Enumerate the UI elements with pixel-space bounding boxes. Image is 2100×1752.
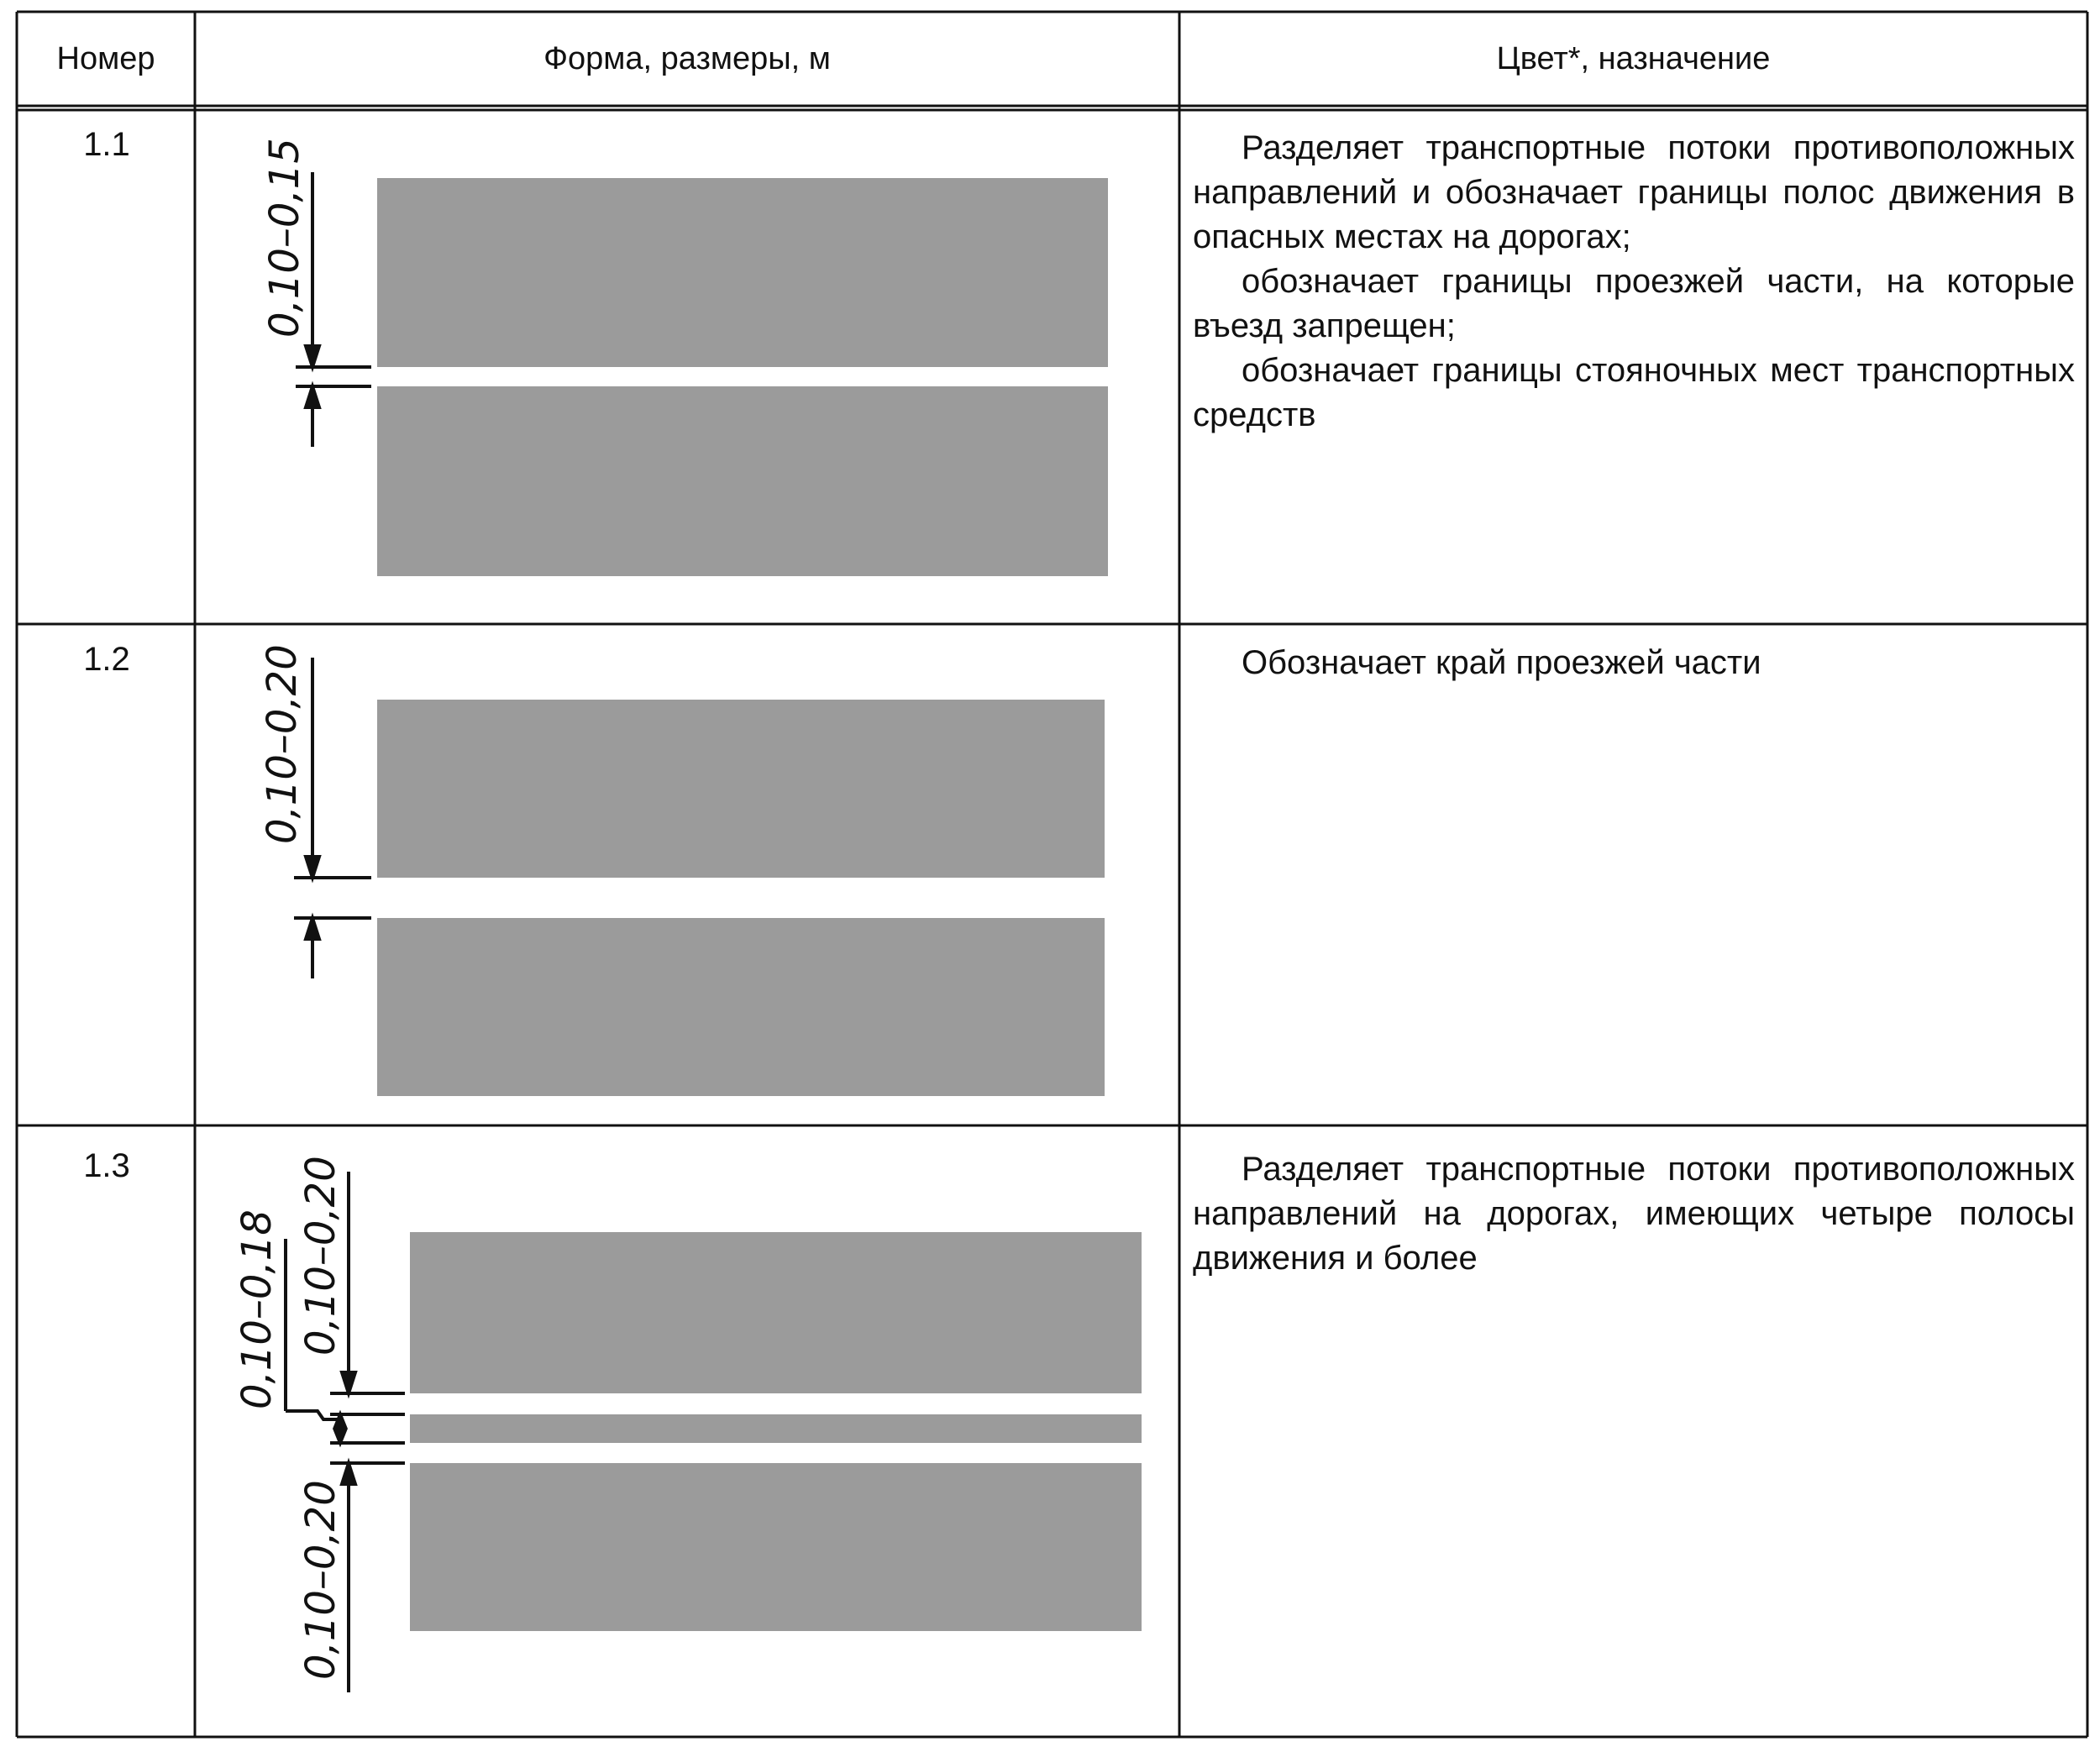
header-purpose: Цвет*, назначение [1496, 40, 1771, 76]
row-number-1-3: 1.3 [83, 1147, 130, 1184]
marking-1-1-upper-stripe [377, 178, 1108, 367]
dim-label-1-1: 0,10–0,15 [261, 138, 308, 338]
row-number-1-1: 1.1 [83, 126, 130, 163]
dim-label-1-3-bottom: 0,10–0,20 [297, 1480, 344, 1680]
marking-1-2-lower-stripe [377, 918, 1105, 1096]
purpose-1-1-para-2: обозначает границы проезжей части, на которые въезд запрещен; [1193, 263, 2075, 344]
purpose-1-2 [1193, 641, 2075, 685]
dim-label-1-3-middle: 0,10–0,18 [234, 1209, 281, 1409]
marking-1-2-upper-stripe [377, 700, 1105, 878]
purpose-1-3 [1193, 1147, 2075, 1281]
purpose-1-1-para-3: обозначает границы стояночных мест транспортных средств [1193, 352, 2075, 433]
marking-1-3-lower-stripe [410, 1463, 1142, 1631]
marking-1-3-drawing [234, 1156, 1142, 1692]
purpose-1-1 [1193, 126, 2075, 438]
purpose-1-3-para-1: Разделяет транспортные потоки противоположных направлений на дорогах, имеющих четыре полосы движения и более [1193, 1151, 2075, 1277]
dim-label-1-3-top: 0,10–0,20 [297, 1156, 344, 1356]
purpose-1-2-para-1: Обозначает край проезжей части [1242, 644, 1761, 681]
row-number-1-2: 1.2 [83, 641, 130, 678]
purpose-1-1-para-1: Разделяет транспортные потоки противоположных направлений и обозначает границы полос движения в опасных местах на дорогах; [1193, 129, 2075, 255]
marking-1-2-drawing [259, 644, 1105, 1096]
marking-1-3-upper-stripe [410, 1232, 1142, 1393]
marking-1-3-middle-stripe [410, 1414, 1142, 1443]
marking-1-1-drawing [261, 138, 1108, 576]
header-number: Номер [56, 40, 155, 76]
dim-label-1-2: 0,10–0,20 [259, 644, 306, 844]
header-form: Форма, размеры, м [543, 40, 831, 76]
marking-1-1-lower-stripe [377, 386, 1108, 576]
